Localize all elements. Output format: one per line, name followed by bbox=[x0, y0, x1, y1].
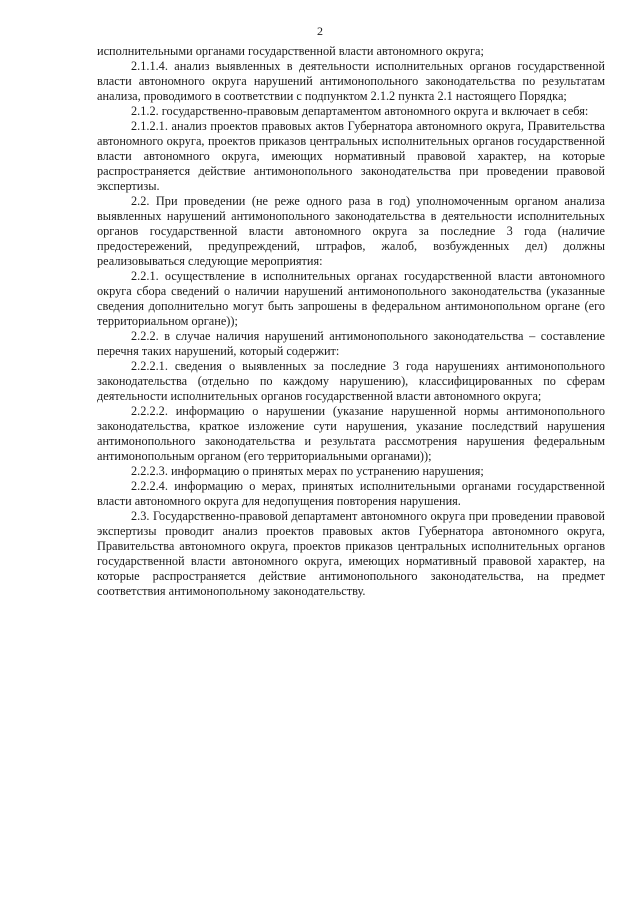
paragraph-2-1-2-1: 2.1.2.1. анализ проектов правовых актов Губернатора автономного округа, Правительства автономного округа, проектов приказов центральных исполнительных органов государственной власти автономного округа, имеющих нормативный правовой характер, на которые распространяется действие антимонопольного законодательства при проведении правовой экспертизы. bbox=[97, 119, 605, 193]
paragraph-2-2-2-2: 2.2.2.2. информацию о нарушении (указание нарушенной нормы антимонопольного законодательства, краткое изложение сути нарушения, указание последствий нарушения антимонопольного законодательства и результата рассмотрения нарушения федеральным антимонопольным органом (его территориальными органами)); bbox=[97, 404, 605, 463]
paragraph-2-1-2: 2.1.2. государственно-правовым департаментом автономного округа и включает в себя: bbox=[131, 104, 589, 118]
paragraph-continuation: исполнительными органами государственной власти автономного округа; bbox=[97, 44, 484, 58]
paragraph-2-1-1-4: 2.1.1.4. анализ выявленных в деятельности исполнительных органов государственной власти автономного округа нарушений антимонопольного законодательства по результатам анализа, проводимого в соответствии с подпунктом 2.1.2 пункта 2.1 настоящего Порядка; bbox=[97, 59, 605, 103]
paragraph-2-2-2-4: 2.2.2.4. информацию о мерах, принятых исполнительными органами государственной власти автономного округа для недопущения повторения нарушения. bbox=[97, 479, 605, 508]
paragraph-2-2-1: 2.2.1. осуществление в исполнительных органах государственной власти автономного округа сбора сведений о наличии нарушений антимонопольного законодательства (указанные сведения дополнительно могут быть запрошены в федеральном антимонопольном органе (его территориальном органе)); bbox=[97, 269, 605, 328]
page-number: 2 bbox=[317, 24, 323, 38]
paragraph-2-2: 2.2. При проведении (не реже одного раза в год) уполномоченным органом анализа выявленных нарушений антимонопольного законодательства в деятельности исполнительных органов государственной власти автономного округа за последние 3 года (наличие предостережений, предупреждений, штрафов, жалоб, возбужденных дел) должны реализовываться следующие мероприятия: bbox=[97, 194, 605, 268]
paragraph-2-2-2-3: 2.2.2.3. информацию о принятых мерах по устранению нарушения; bbox=[131, 464, 484, 478]
paragraph-2-2-2: 2.2.2. в случае наличия нарушений антимонопольного законодательства – составление перечня таких нарушений, который содержит: bbox=[97, 329, 605, 358]
paragraph-2-3: 2.3. Государственно-правовой департамент автономного округа при проведении правовой экспертизы проводит анализ проектов правовых актов Губернатора автономного округа, Правительства автономного округа, проектов приказов центральных исполнительных органов государственной власти автономного округа, имеющих нормативный правовой характер, на которые распространяется действие антимонопольного законодательства, на предмет соответствия антимонопольному законодательству. bbox=[97, 509, 605, 598]
paragraph-2-2-2-1: 2.2.2.1. сведения о выявленных за последние 3 года нарушениях антимонопольного законодательства (отдельно по каждому нарушению), классифицированных по сферам деятельности исполнительных органов государственной власти автономного округа; bbox=[97, 359, 605, 403]
document-body bbox=[97, 44, 605, 599]
